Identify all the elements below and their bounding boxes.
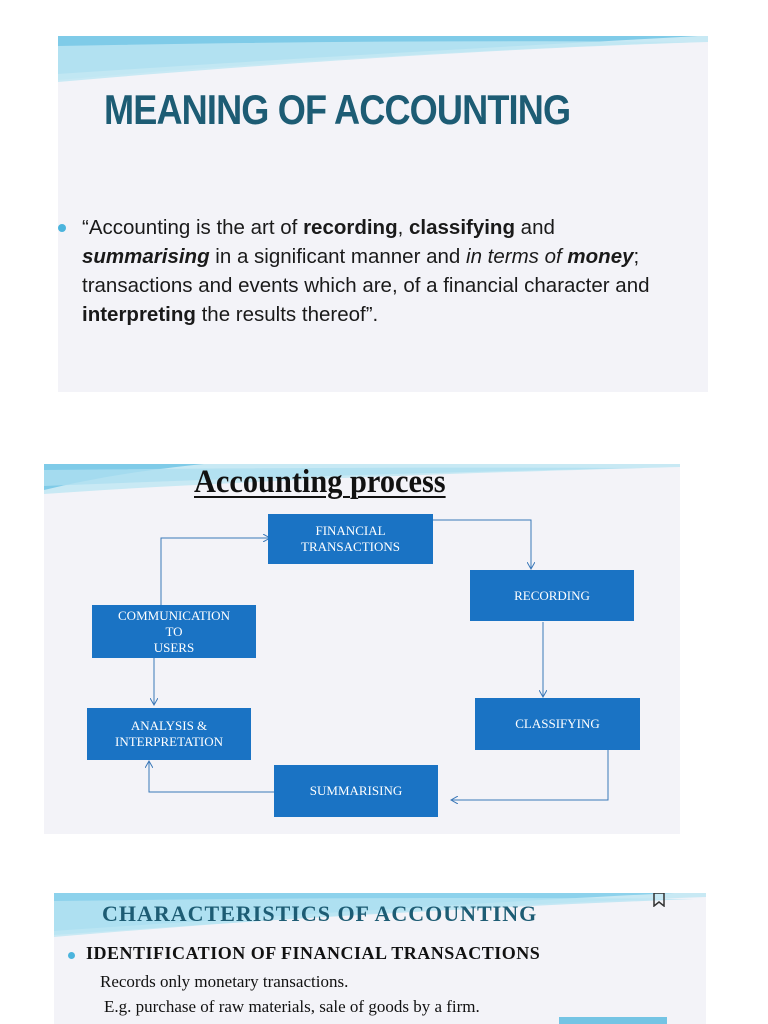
quote-segment: money [567, 245, 634, 268]
quote-segment: summarising [82, 245, 210, 268]
quote-segment: classifying [409, 216, 515, 239]
step-summarising: SUMMARISING [274, 765, 438, 817]
bullet-icon [68, 952, 75, 959]
step-classifying: CLASSIFYING [475, 698, 640, 750]
quote-segment: recording [303, 216, 398, 239]
step-analysis-interpretation: ANALYSIS & INTERPRETATION [87, 708, 251, 760]
step-communication-to-users: COMMUNICATION TO USERS [92, 605, 256, 658]
characteristic-heading: IDENTIFICATION OF FINANCIAL TRANSACTIONS [86, 943, 541, 963]
decorative-strip [559, 1017, 667, 1024]
quote-segment: “Accounting is the art of [82, 216, 304, 239]
quote-segment: and [514, 216, 555, 239]
characteristic-line: E.g. purchase of raw materials, sale of goods by a firm. [104, 997, 480, 1016]
slide-title: CHARACTERISTICS OF ACCOUNTING [102, 901, 538, 926]
slide-accounting-process [44, 464, 680, 834]
bullet-icon [58, 224, 66, 232]
step-recording: RECORDING [470, 570, 634, 621]
slide-characteristics-of-accounting [54, 893, 706, 1024]
quote-segment: interpreting [82, 303, 196, 326]
quote-segment: in a significant manner and [209, 245, 467, 268]
quote-segment: in terms of [466, 245, 562, 268]
slide-title: MEANING OF ACCOUNTING [104, 86, 571, 133]
accounting-definition [82, 213, 682, 329]
quote-segment: ; transactions and events which are, of a financial character and [82, 245, 650, 297]
step-financial-transactions: FINANCIAL TRANSACTIONS [268, 514, 433, 564]
quote-segment: the results thereof”. [195, 303, 379, 326]
characteristic-line: Records only monetary transactions. [100, 972, 349, 991]
quote-segment: , [397, 216, 410, 239]
slide-title: Accounting process [194, 464, 446, 500]
slide-meaning-of-accounting [58, 36, 708, 392]
bookmark-icon[interactable] [652, 893, 666, 907]
